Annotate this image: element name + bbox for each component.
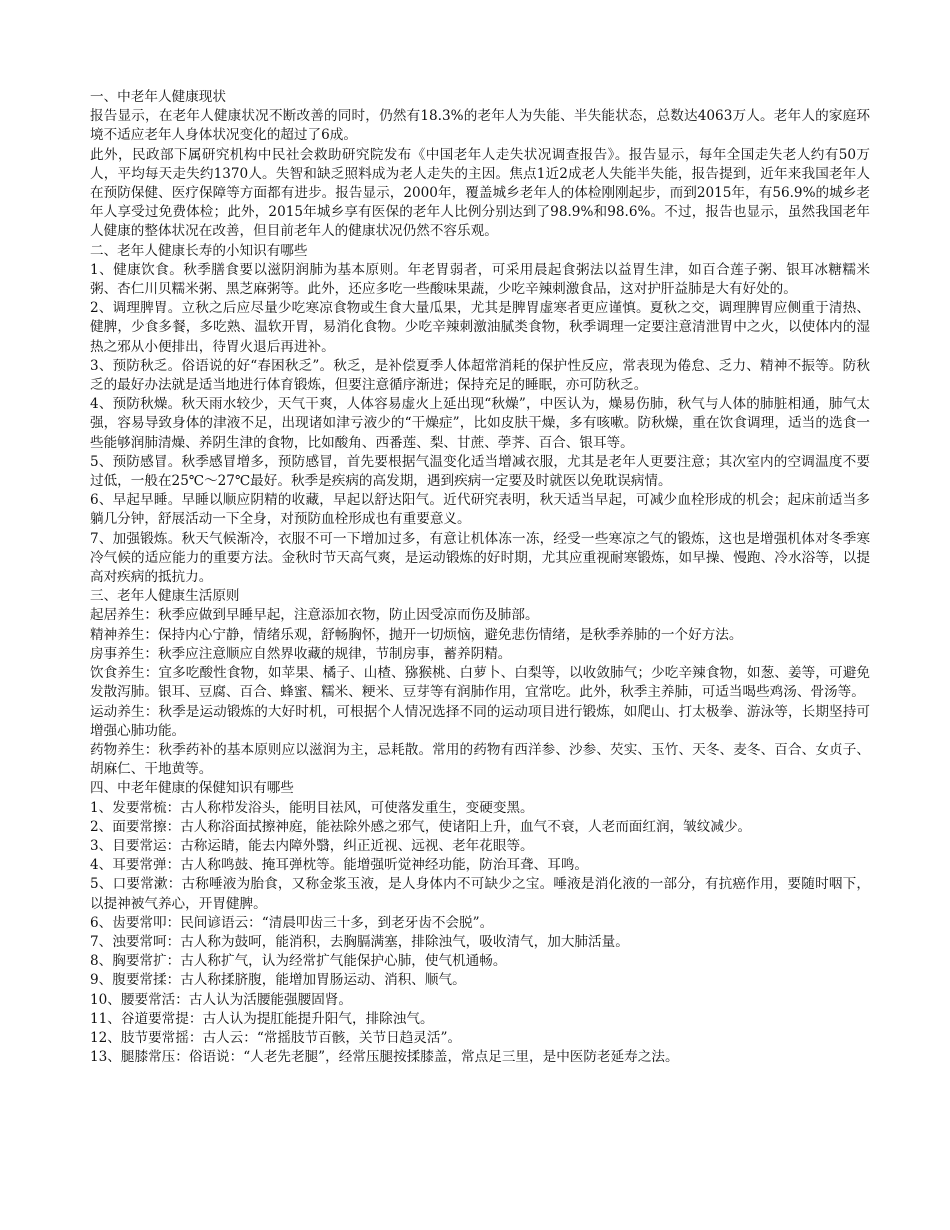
list-item: 13、腿膝常压：俗语说：“人老先老腿”，经常压腿按揉膝盖，常点足三里，是中医防老延寿之法。 [90, 1049, 679, 1066]
list-item: 7、浊要常呵：古人称为鼓呵，能消积，去胸膈满塞，排除浊气，吸收清气，加大肺活量。 [90, 933, 629, 950]
paragraph: 运动养生：秋季是运动锻炼的大好时机，可根据个人情况选择不同的运动项目进行锻炼，如爬山、打太极拳、游泳等，长期坚持可增强心肺功能。 [90, 703, 870, 739]
list-item: 5、口要常漱：古称唾液为胎食，又称金浆玉液，是人身体内不可缺少之宝。唾液是消化液的一部分，有抗癌作用，要随时咽下，以提神被气养心，开胃健脾。 [90, 876, 870, 912]
section-heading-4: 四、中老年健康的保健知识有哪些 [90, 780, 294, 797]
list-item: 8、胸要常扩：古人称扩气，认为经常扩气能保护心肺，使气机通畅。 [90, 953, 507, 970]
document-body [90, 88, 870, 1067]
list-item: 9、腹要常揉：古人称揉脐腹，能增加胃肠运动、消积、顺气。 [90, 972, 466, 989]
list-item: 10、腰要常活：古人认为活腰能强腰固肾。 [90, 991, 352, 1008]
section-heading-2: 二、老年人健康长寿的小知识有哪些 [90, 242, 308, 259]
list-item: 11、谷道要常提：古人认为提肛能提升阳气，排除浊气。 [90, 1010, 434, 1027]
paragraph: 5、预防感冒。秋季感冒增多，预防感冒，首先要根据气温变化适当增减衣服，尤其是老年人更要注意；其次室内的空调温度不要过低，一般在25℃～27℃最好。秋季是疾病的高发期，遇到疾病一定要及时就医以免耽误病情。 [90, 453, 870, 490]
paragraph: 2、调理脾胃。立秋之后应尽量少吃寒凉食物或生食大量瓜果，尤其是脾胃虚寒者更应谨慎。夏秋之交，调理脾胃应侧重于清热、健脾，少食多餐，多吃熟、温软开胃，易消化食物。少吃辛辣刺激油腻类食物，秋季调理一定要注意清泄胃中之火，以使体内的湿热之邪从小便排出，待胃火退后再进补。 [90, 300, 870, 355]
list-item: 6、齿要常叩：民间谚语云：“清晨叩齿三十多，到老牙齿不会脱”。 [90, 914, 494, 931]
list-item: 3、目要常运：古称运睛，能去内障外翳，纠正近视、远视、老年花眼等。 [90, 837, 534, 854]
list-item: 2、面要常擦：古人称浴面拭擦神庭，能祛除外感之邪气，使诸阳上升，血气不衰，人老而面红润，皱纹减少。 [90, 818, 752, 835]
paragraph: 报告显示，在老年人健康状况不断改善的同时，仍然有18.3%的老年人为失能、半失能状态，总数达4063万人。老年人的家庭环境不适应老年人身体状况变化的超过了6成。 [90, 108, 870, 144]
paragraph: 药物养生：秋季药补的基本原则应以滋润为主，忌耗散。常用的药物有西洋参、沙参、芡实、玉竹、天冬、麦冬、百合、女贞子、胡麻仁、干地黄等。 [90, 741, 870, 778]
paragraph: 7、加强锻炼。秋天气候渐冷，衣服不可一下增加过多，有意让机体冻一冻，经受一些寒凉之气的锻炼，这也是增强机体对冬季寒冷气候的适应能力的重要方法。金秋时节天高气爽，是运动锻炼的好时期，尤其应重视耐寒锻炼，如早操、慢跑、冷水浴等，以提高对疾病的抵抗力。 [90, 530, 870, 586]
section-heading-3: 三、老年人健康生活原则 [90, 588, 240, 605]
list-item: 4、耳要常弹：古人称鸣鼓、掩耳弹枕等。能增强听觉神经功能，防治耳聋、耳鸣。 [90, 857, 589, 874]
paragraph: 房事养生：秋季应注意顺应自然界收藏的规律，节制房事，蓄养阴精。 [90, 645, 512, 662]
list-item: 1、发要常梳：古人称栉发浴头，能明目祛风，可使落发重生，变硬变黑。 [90, 799, 534, 816]
paragraph: 精神养生：保持内心宁静，情绪乐观，舒畅胸怀，抛开一切烦恼，避免悲伤情绪，是秋季养肺的一个好方法。 [90, 626, 743, 643]
paragraph: 饮食养生：宜多吃酸性食物，如苹果、橘子、山楂、猕猴桃、白萝卜、白梨等，以收敛肺气；少吃辛辣食物，如葱、姜等，可避免发散泻肺。银耳、豆腐、百合、蜂蜜、糯米、粳米、豆芽等有润肺作用，宜常吃。此外，秋季主养肺，可适当喝些鸡汤、骨汤等。 [90, 665, 870, 701]
paragraph: 4、预防秋燥。秋天雨水较少，天气干爽，人体容易虚火上延出现“秋燥”，中医认为，燥易伤肺，秋气与人体的肺脏相通，肺气太强，容易导致身体的津液不足，出现诸如津亏液少的“干燥症”，比如皮肤干燥，多有咳嗽。防秋燥，重在饮食调理，适当的选食一些能够润肺清燥、养阴生津的食物，比如酸角、西番莲、梨、甘蔗、荸荠、百合、银耳等。 [90, 396, 870, 451]
section-heading-1: 一、中老年人健康现状 [90, 89, 226, 105]
paragraph: 起居养生：秋季应做到早睡早起，注意添加衣物，防止因受凉而伤及肺部。 [90, 607, 539, 624]
paragraph: 6、早起早睡。早睡以顺应阴精的收藏，早起以舒达阳气。近代研究表明，秋天适当早起，可减少血栓形成的机会；起床前适当多躺几分钟，舒展活动一下全身，对预防血栓形成也有重要意义。 [90, 492, 870, 528]
paragraph: 此外，民政部下属研究机构中民社会救助研究院发布《中国老年人走失状况调查报告》。报告显示，每年全国走失老人约有50万人，平均每天走失约1370人。失智和缺乏照料成为老人走失的主因。焦点1近2成老人失能半失能，报告提到，近年来我国老年人在预防保健、医疗保障等方面都有进步。报告显示，2000年，覆盖城乡老年人的体检刚刚起步，而到2015年，有56.9%的城乡老年人享受过免费体检；此外，2015年城乡享有医保的老年人比例分别达到了98.9%和98.6%。不过，报告也显示，虽然我国老年人健康的整体状况在改善，但目前老年人的健康状况仍然不容乐观。 [90, 146, 870, 240]
paragraph: 1、健康饮食。秋季膳食要以滋阴润肺为基本原则。年老胃弱者，可采用晨起食粥法以益胃生津，如百合莲子粥、银耳冰糖糯米粥、杏仁川贝糯米粥、黑芝麻粥等。此外，还应多吃一些酸味果蔬，少吃辛辣刺激食品，这对护肝益肺是大有好处的。 [90, 261, 870, 298]
list-item: 12、肢节要常摇：古人云：“常摇肢节百骸，关节日趋灵活”。 [90, 1029, 462, 1046]
paragraph: 3、预防秋乏。俗语说的好“春困秋乏”。秋乏，是补偿夏季人体超常消耗的保护性反应，常表现为倦怠、乏力、精神不振等。防秋乏的最好办法就是适当地进行体育锻炼，但要注意循序渐进；保持充足的睡眠，亦可防秋乏。 [90, 357, 870, 394]
